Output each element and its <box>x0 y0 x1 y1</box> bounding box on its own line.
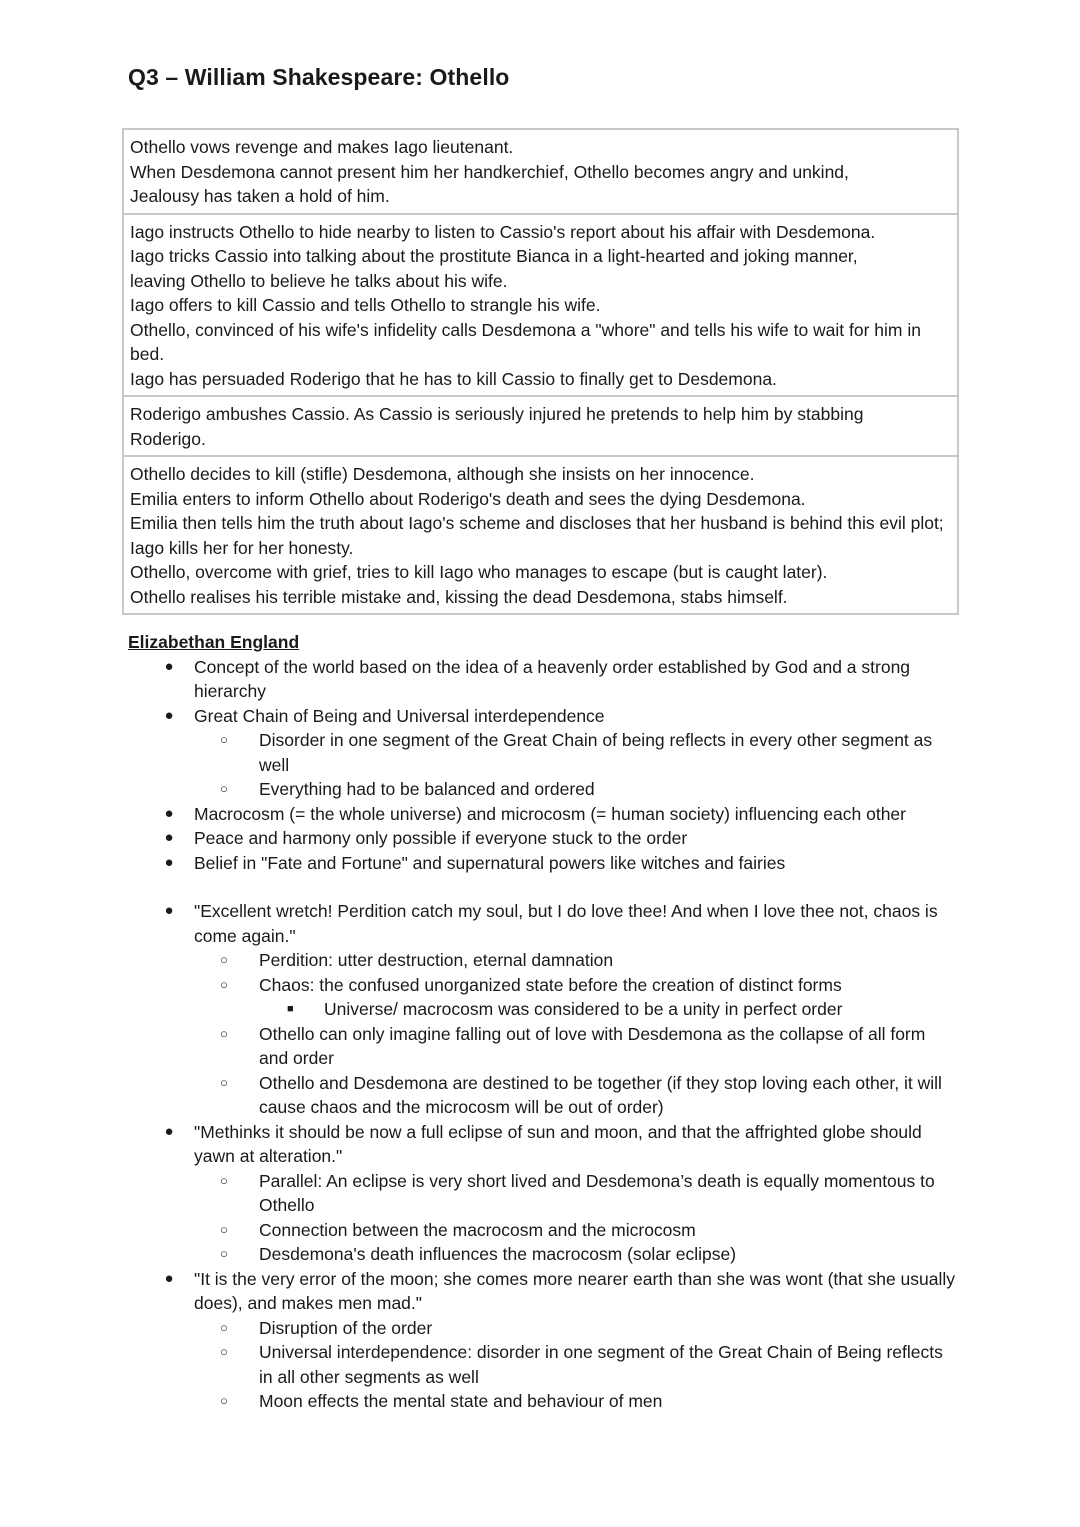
summary-cell <box>124 397 957 457</box>
quote-notes <box>194 1316 958 1414</box>
section-heading: Elizabethan England <box>128 632 300 652</box>
circle-bullet-icon: ○ <box>220 952 228 967</box>
circle-bullet-icon: ○ <box>220 781 228 796</box>
quote-list <box>128 899 958 1414</box>
note-item: ○ Chaos: the confused unorganized state before the creation of distinct forms ■ Universe/ macrocosm was considered to be a unity in perfect order <box>194 973 958 1022</box>
context-list <box>128 655 958 876</box>
bullet-icon: ● <box>164 804 174 822</box>
list-item: ● Belief in "Fate and Fortune" and supernatural powers like witches and fairies <box>128 851 958 876</box>
circle-bullet-icon: ○ <box>220 1074 228 1090</box>
summary-cell <box>124 215 957 398</box>
bullet-icon: ● <box>164 706 174 724</box>
note-item: ■ Universe/ macrocosm was considered to be a unity in perfect order <box>259 997 958 1022</box>
note-item: ○ Universal interdependence: disorder in one segment of the Great Chain of Being reflects in all other segments as well <box>220 1342 943 1387</box>
circle-bullet-icon: ○ <box>220 732 228 747</box>
circle-bullet-icon: ○ <box>220 976 228 992</box>
note-item: ○ Connection between the macrocosm and the microcosm <box>194 1218 958 1243</box>
note-item: ○ Desdemona's death influences the macrocosm (solar eclipse) <box>194 1242 958 1267</box>
spacer <box>128 875 958 899</box>
summary-line: Iago instructs Othello to hide nearby to listen to Cassio's report about his affair with Desdemona. <box>130 221 876 242</box>
page-title: Q3 – William Shakespeare: Othello <box>128 64 510 90</box>
bullet-icon: ● <box>164 902 174 919</box>
circle-bullet-icon: ○ <box>220 1393 228 1408</box>
circle-bullet-icon: ○ <box>220 1025 228 1041</box>
summary-line: Othello vows revenge and makes Iago lieutenant. <box>130 137 514 157</box>
summary-line: Iago has persuaded Roderigo that he has to kill Cassio to finally get to Desdemona. <box>130 368 777 389</box>
elizabethan-england-section <box>128 630 958 1414</box>
summary-line: Emilia enters to inform Othello about Roderigo's death and sees the dying Desdemona. <box>130 488 806 509</box>
bullet-icon: ● <box>164 829 174 846</box>
note-item: ○ Othello can only imagine falling out of love with Desdemona as the collapse of all form and order <box>220 1023 926 1068</box>
sub-list <box>194 728 958 802</box>
bullet-icon: ● <box>164 853 174 871</box>
circle-bullet-icon: ○ <box>220 1221 228 1237</box>
summary-line: Iago tricks Cassio into talking about the prostitute Bianca in a light-hearted and joking manner, <box>130 246 858 266</box>
list-item: ○ Disorder in one segment of the Great Chain of being reflects in every other segment as well <box>220 730 933 775</box>
summary-line: leaving Othello to believe he talks about his wife. <box>130 270 508 291</box>
summary-line: Emilia then tells him the truth about Iago's scheme and discloses that her husband is behind this evil plot; Iago kills her for her honesty. <box>130 513 944 558</box>
note-item: ○ Parallel: An eclipse is very short lived and Desdemona’s death is equally momentous to Othello <box>220 1170 935 1215</box>
circle-bullet-icon: ○ <box>220 1172 228 1188</box>
note-item: ○ Othello and Desdemona are destined to be together (if they stop loving each other, it will cause chaos and the microcosm will be out of order) <box>220 1072 942 1117</box>
square-bullet-icon: ■ <box>287 1003 294 1015</box>
note-item: ○ Perdition: utter destruction, eternal damnation <box>194 948 958 973</box>
quote-text: "It is the very error of the moon; she comes more nearer earth than she was wont (that she usually does), and makes men mad." <box>194 1268 956 1313</box>
sub-notes <box>259 997 958 1022</box>
quote-notes <box>194 948 958 1120</box>
summary-cell <box>124 457 957 613</box>
circle-bullet-icon: ○ <box>220 1246 228 1261</box>
quote-item <box>128 899 958 1120</box>
summary-line: Jealousy has taken a hold of him. <box>130 186 390 206</box>
summary-line: Roderigo ambushes Cassio. As Cassio is seriously injured he pretends to help him by stabbing Roderigo. <box>130 404 864 449</box>
quote-text: "Excellent wretch! Perdition catch my soul, but I do love thee! And when I love thee not, chaos is come again." <box>194 901 938 946</box>
bullet-icon: ● <box>164 1122 174 1140</box>
quote-item <box>128 1267 958 1414</box>
quote-item <box>128 1120 958 1267</box>
summary-line: Othello, overcome with grief, tries to kill Iago who manages to escape (but is caught later). <box>130 562 828 582</box>
summary-cell <box>124 130 957 215</box>
list-item: ○ Everything had to be balanced and ordered <box>194 777 958 802</box>
list-item: ● Great Chain of Being and Universal interdependence ○ Disorder in one segment of the Great Chain of being reflects in every other segment as well ○ Everything had to be balanced and ordered <box>128 704 958 802</box>
list-item: ● Peace and harmony only possible if everyone stuck to the order <box>128 826 958 851</box>
plot-summary-table <box>122 128 959 615</box>
circle-bullet-icon: ○ <box>220 1319 228 1335</box>
list-item: ● Macrocosm (= the whole universe) and microcosm (= human society) influencing each other <box>128 802 958 827</box>
circle-bullet-icon: ○ <box>220 1344 228 1359</box>
summary-line: Othello decides to kill (stifle) Desdemona, although she insists on her innocence. <box>130 464 755 484</box>
bullet-icon: ● <box>164 1269 174 1287</box>
summary-line: When Desdemona cannot present him her handkerchief, Othello becomes angry and unkind, <box>130 161 849 182</box>
summary-line: Othello, convinced of his wife's infidelity calls Desdemona a "whore" and tells his wife to wait for him in bed. <box>130 319 921 364</box>
summary-line: Othello realises his terrible mistake and, kissing the dead Desdemona, stabs himself. <box>130 586 788 607</box>
quote-text: "Methinks it should be now a full eclipse of sun and moon, and that the affrighted globe should yawn at alteration." <box>194 1121 922 1166</box>
note-item: ○ Disruption of the order <box>194 1316 958 1341</box>
bullet-icon: ● <box>164 657 174 675</box>
summary-line: Iago offers to kill Cassio and tells Othello to strangle his wife. <box>130 295 601 315</box>
list-item: ● Concept of the world based on the idea of a heavenly order established by God and a strong hierarchy <box>128 655 958 704</box>
quote-notes <box>194 1169 958 1267</box>
note-item: ○ Moon effects the mental state and behaviour of men <box>194 1389 958 1414</box>
